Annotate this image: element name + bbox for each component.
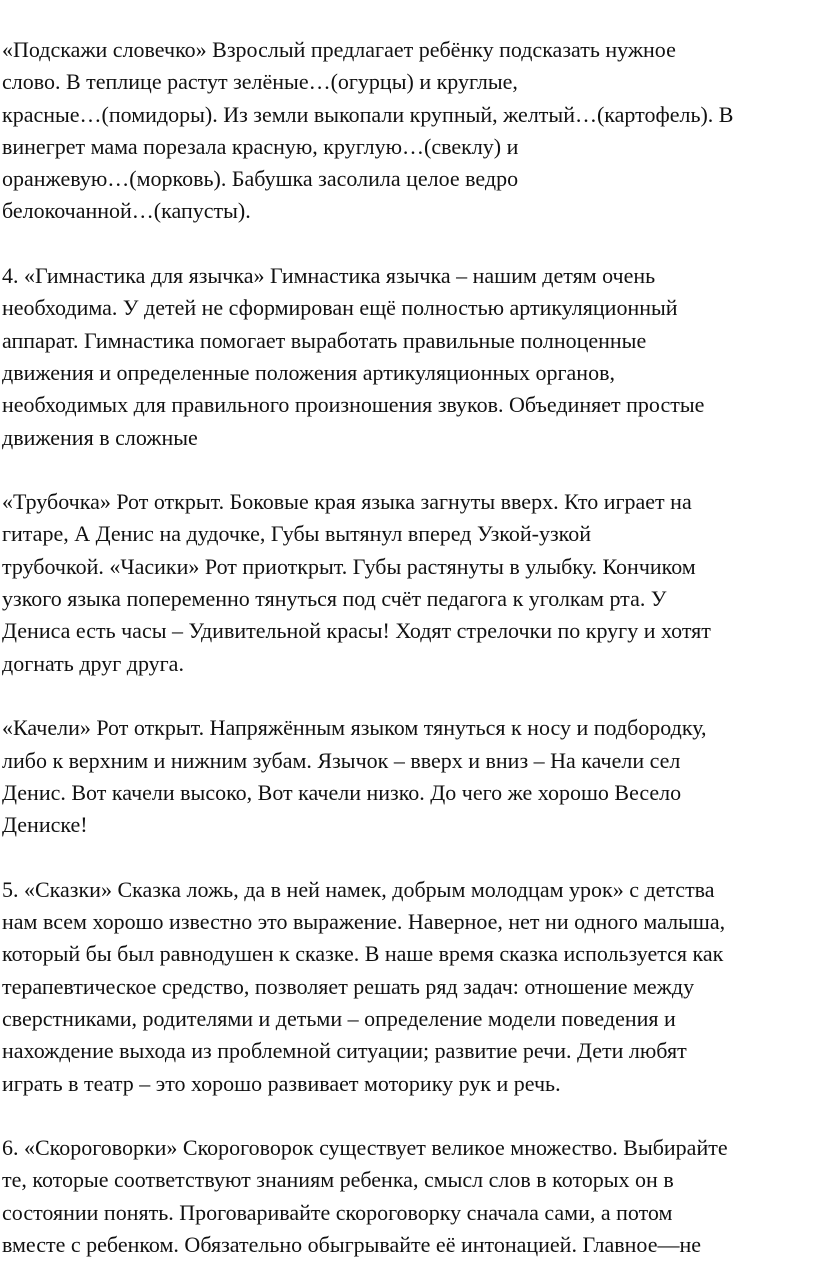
text-line: оранжевую…(морковь). Бабушка засолила целое ведро bbox=[2, 166, 519, 192]
text-line: нахождение выхода из проблемной ситуации; развитие речи. Дети любят bbox=[2, 1038, 687, 1064]
text-line: движения и определенные положения артикуляционных органов, bbox=[2, 359, 615, 385]
text-line: 4. «Гимнастика для язычка» Гимнастика язычка – нашим детям очень bbox=[2, 263, 656, 289]
text-line: «Трубочка» Рот открыт. Боковые края языка загнуты вверх. Кто играет на bbox=[2, 489, 692, 515]
text-line: движения в сложные bbox=[2, 424, 198, 450]
paragraph-kacheli bbox=[2, 712, 814, 841]
text-line: узкого языка попеременно тянуться под счёт педагога к уголкам рта. У bbox=[2, 586, 667, 612]
text-line: 6. «Скороговорки» Скороговорок существует великое множество. Выбирайте bbox=[2, 1135, 728, 1161]
text-line: играть в театр – это хорошо развивает моторику рук и речь. bbox=[2, 1070, 561, 1096]
text-line: гитаре, А Денис на дудочке, Губы вытянул вперед Узкой-узкой bbox=[2, 521, 591, 547]
text-line: догнать друг друга. bbox=[2, 650, 184, 676]
text-line: слово. В теплице растут зелёные…(огурцы) и круглые, bbox=[2, 69, 518, 95]
text-line: те, которые соответствуют знаниям ребенка, смысл слов в которых он в bbox=[2, 1167, 674, 1193]
text-line: винегрет мама порезала красную, круглую…(свеклу) и bbox=[2, 133, 519, 159]
text-line: который бы был равнодушен к сказке. В наше время сказка используется как bbox=[2, 941, 724, 967]
text-line: вместе с ребенком. Обязательно обыгрывайте её интонацией. Главное—не bbox=[2, 1231, 701, 1257]
text-line: Дениске! bbox=[2, 812, 88, 838]
paragraph-gimnastika-dlya-yazychka bbox=[2, 260, 814, 454]
text-line: состоянии понять. Проговаривайте скороговорку сначала сами, а потом bbox=[2, 1199, 673, 1225]
paragraph-skorogovorki bbox=[2, 1132, 814, 1261]
text-line: сверстниками, родителями и детьми – определение модели поведения и bbox=[2, 1005, 676, 1031]
text-line: терапевтическое средство, позволяет решать ряд задач: отношение между bbox=[2, 973, 695, 999]
text-line: красные…(помидоры). Из земли выкопали крупный, желтый…(картофель). В bbox=[2, 101, 734, 127]
paragraph-trubochka-chasiki bbox=[2, 486, 814, 680]
text-line: необходимых для правильного произношения звуков. Объединяет простые bbox=[2, 392, 705, 418]
text-line: «Подскажи словечко» Взрослый предлагает ребёнку подсказать нужное bbox=[2, 37, 676, 62]
text-line: «Качели» Рот открыт. Напряжённым языком тянуться к носу и подбородку, bbox=[2, 715, 707, 741]
text-line: аппарат. Гимнастика помогает выработать правильные полноценные bbox=[2, 327, 647, 353]
text-line: Дениса есть часы – Удивительной красы! Ходят стрелочки по кругу и хотят bbox=[2, 618, 711, 644]
paragraph-podskazhi-slovechko bbox=[2, 34, 814, 228]
text-line: Денис. Вот качели высоко, Вот качели низко. До чего же хорошо Весело bbox=[2, 779, 682, 805]
text-line: нам всем хорошо известно это выражение. Наверное, нет ни одного малыша, bbox=[2, 909, 726, 935]
text-line: необходима. У детей не сформирован ещё полностью артикуляционный bbox=[2, 295, 678, 321]
paragraph-skazki bbox=[2, 874, 814, 1100]
text-line: либо к верхним и нижним зубам. Язычок – вверх и вниз – На качели сел bbox=[2, 747, 681, 773]
text-line: белокочанной…(капусты). bbox=[2, 198, 251, 224]
text-line: 5. «Сказки» Сказка ложь, да в ней намек, добрым молодцам урок» с детства bbox=[2, 876, 715, 902]
text-line: трубочкой. «Часики» Рот приоткрыт. Губы растянуты в улыбку. Кончиком bbox=[2, 553, 696, 579]
